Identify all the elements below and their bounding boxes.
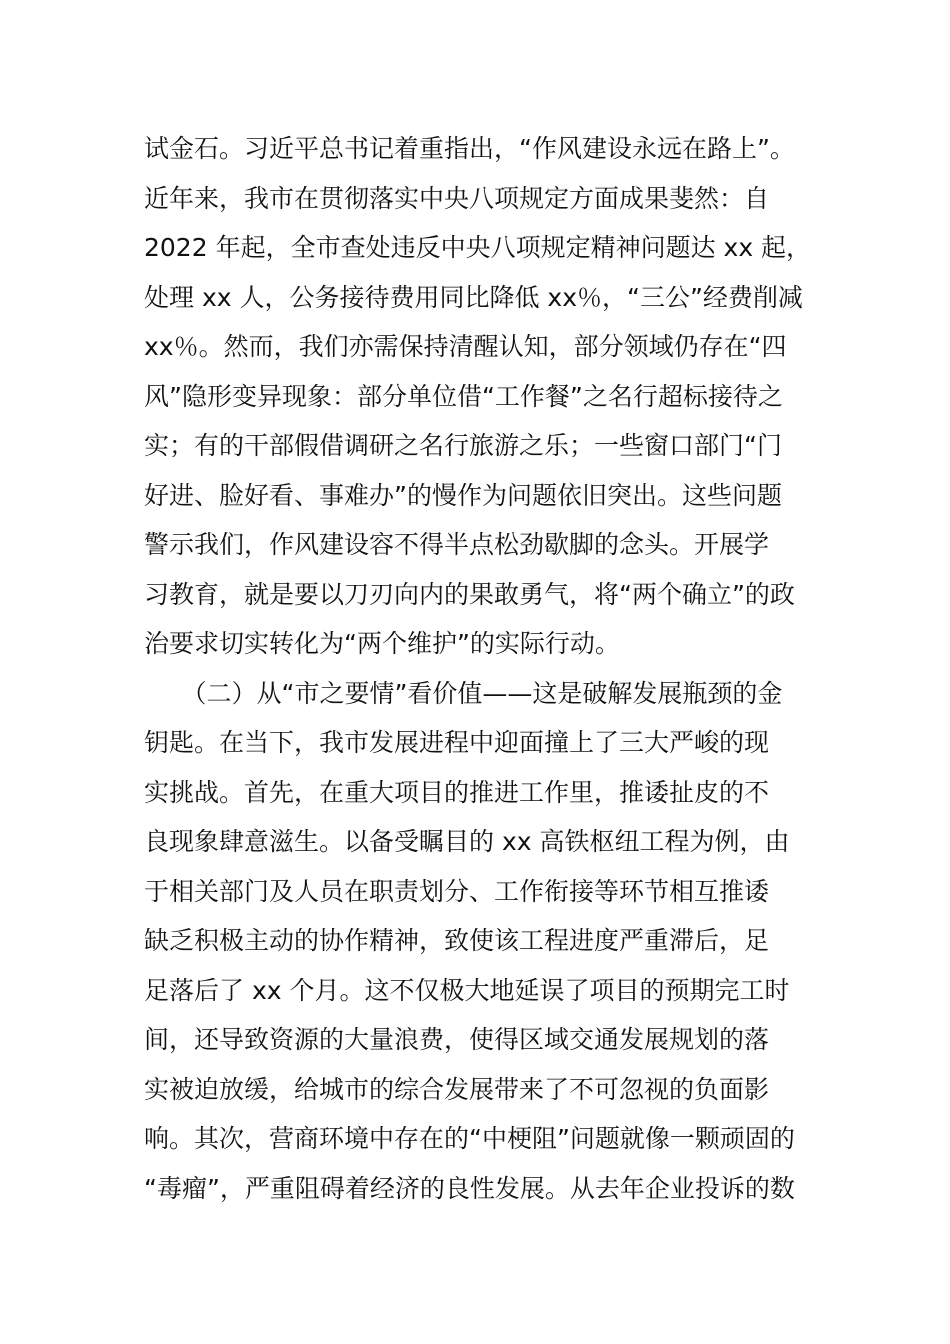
text-line: 间，还导致资源的大量浪费，使得区域交通发展规划的落 — [144, 1025, 770, 1054]
text-line: 习教育，就是要以刀刃向内的果敢勇气，将“两个确立”的政 — [144, 579, 795, 609]
text-line: 实挑战。首先，在重大项目的推进工作里，推诿扯皮的不 — [144, 777, 770, 807]
text-line: 缺乏积极主动的协作精神，致使该工程进度严重滞后，足 — [144, 926, 770, 955]
text-line: 足落后了 xx 个月。这不仅极大地延误了项目的预期完工时 — [144, 975, 790, 1005]
section-heading-line: （二）从“市之要情”看价值——这是破解发展瓶颈的金 — [144, 678, 783, 708]
text-line: xx％。然而，我们亦需保持清醒认知，部分领域仍存在“四 — [144, 332, 787, 361]
text-line: 处理 xx 人，公务接待费用同比降低 xx％，“三公”经费削减 — [144, 282, 803, 312]
text-line: 好进、脸好看、事难办”的慢作为问题依旧突出。这些问题 — [144, 480, 782, 510]
text-line: 于相关部门及人员在职责划分、工作衔接等环节相互推诿 — [144, 876, 770, 906]
text-line: 良现象肆意滋生。以备受瞩目的 xx 高铁枢纽工程为例，由 — [144, 827, 790, 856]
text-line: “毒瘤”，严重阻碍着经济的良性发展。从去年企业投诉的数 — [144, 1173, 795, 1203]
body-text — [144, 124, 834, 1213]
text-line: 实被迫放缓，给城市的综合发展带来了不可忽视的负面影 — [144, 1074, 770, 1104]
text-line: 治要求切实转化为“两个维护”的实际行动。 — [144, 629, 620, 658]
text-line: 2022 年起，全市查处违反中央八项规定精神问题达 xx 起， — [144, 233, 812, 262]
text-line: 实；有的干部假借调研之名行旅游之乐；一些窗口部门“门 — [144, 431, 782, 460]
text-line: 试金石。习近平总书记着重指出，“作风建设永远在路上”。 — [144, 134, 795, 163]
text-line: 响。其次，营商环境中存在的“中梗阻”问题就像一颗顽固的 — [144, 1124, 795, 1153]
text-line: 钥匙。在当下，我市发展进程中迎面撞上了三大严峻的现 — [144, 728, 770, 757]
text-line: 警示我们，作风建设容不得半点松劲歇脚的念头。开展学 — [144, 530, 770, 559]
text-line: 风”隐形变异现象：部分单位借“工作餐”之名行超标接待之 — [144, 381, 783, 411]
text-line: 近年来，我市在贯彻落实中央八项规定方面成果斐然：自 — [144, 183, 770, 213]
